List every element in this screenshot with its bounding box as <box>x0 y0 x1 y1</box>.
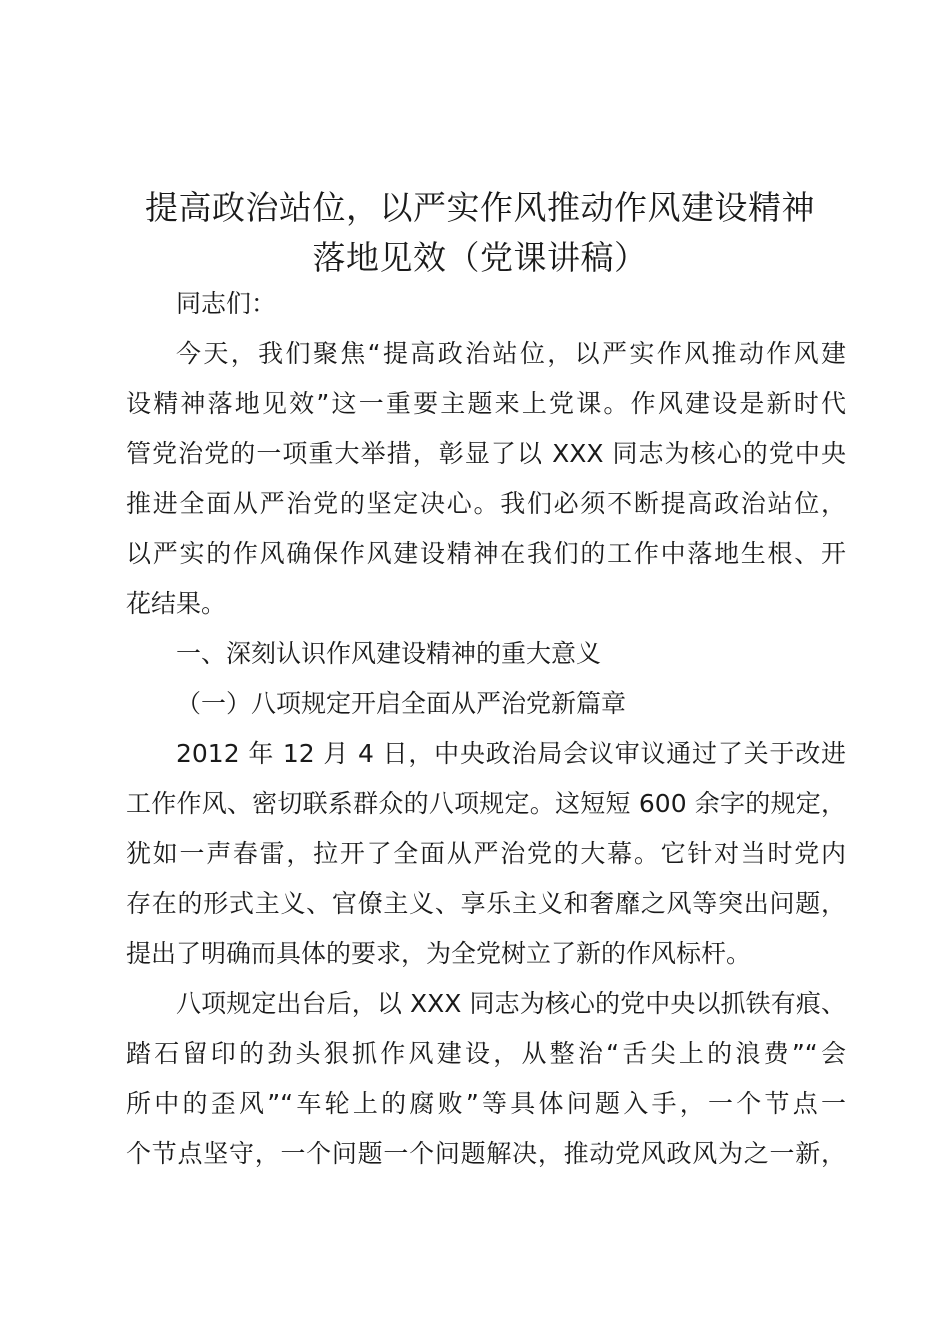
paragraph-2-line: 工作作风、密切联系群众的八项规定。这短短 600 余字的规定， <box>126 789 846 818</box>
paragraph-3-line: 所中的歪风”“车轮上的腐败”等具体问题入手，一个节点一 <box>126 1089 846 1118</box>
document-title-line-2: 落地见效（党课讲稿） <box>312 238 648 277</box>
paragraph-3-line: 个节点坚守，一个问题一个问题解决，推动党风政风为之一新， <box>126 1139 846 1168</box>
paragraph-1-line: 设精神落地见效”这一重要主题来上党课。作风建设是新时代 <box>126 389 846 418</box>
subsection-heading: （一）八项规定开启全面从严治党新篇章 <box>176 689 627 718</box>
document-title-line-1: 提高政治站位，以严实作风推动作风建设精神 <box>145 188 815 227</box>
paragraph-2-line: 犹如一声春雷，拉开了全面从严治党的大幕。它针对当时党内 <box>126 839 846 868</box>
paragraph-3-line: 踏石留印的劲头狠抓作风建设，从整治“舌尖上的浪费”“会 <box>126 1039 846 1068</box>
paragraph-2-line: 2012 年 12 月 4 日，中央政治局会议审议通过了关于改进 <box>176 739 846 768</box>
paragraph-3-line: 八项规定出台后，以 XXX 同志为核心的党中央以抓铁有痕、 <box>176 989 846 1018</box>
paragraph-1-line: 管党治党的一项重大举措，彰显了以 XXX 同志为核心的党中央 <box>126 439 846 468</box>
paragraph-1-line: 花结果。 <box>126 589 227 618</box>
paragraph-2-line: 提出了明确而具体的要求，为全党树立了新的作风标杆。 <box>126 939 752 968</box>
paragraph-1-line: 以严实的作风确保作风建设精神在我们的工作中落地生根、开 <box>126 539 846 568</box>
paragraph-1-line: 今天，我们聚焦“提高政治站位，以严实作风推动作风建 <box>176 339 846 368</box>
paragraph-1-line: 推进全面从严治党的坚定决心。我们必须不断提高政治站位， <box>126 489 846 518</box>
paragraph-2-line: 存在的形式主义、官僚主义、享乐主义和奢靡之风等突出问题， <box>126 889 846 918</box>
salutation: 同志们： <box>176 289 277 318</box>
section-heading: 一、深刻认识作风建设精神的重大意义 <box>176 639 602 668</box>
